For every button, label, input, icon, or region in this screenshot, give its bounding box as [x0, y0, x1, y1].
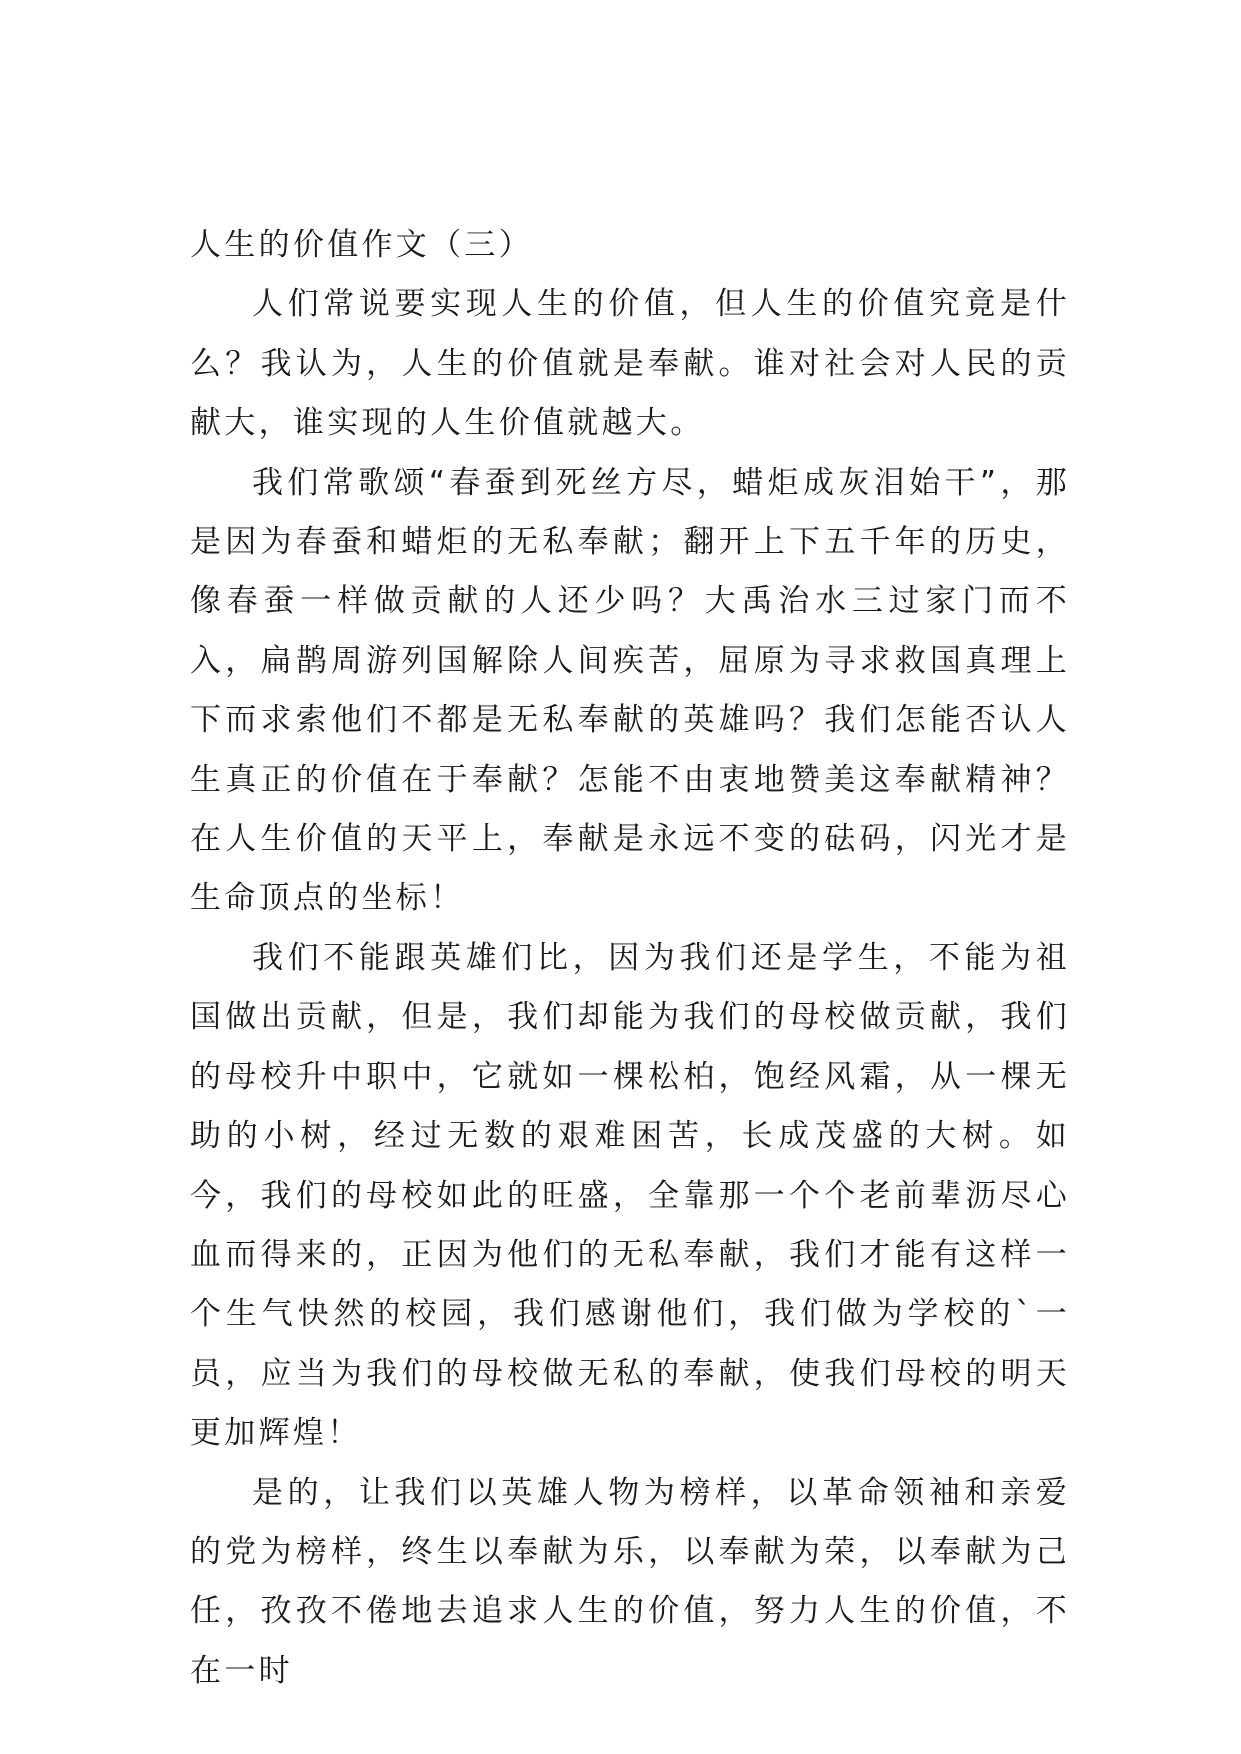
paragraph-1: 人们常说要实现人生的价值，但人生的价值究竟是什么？我认为，人生的价值就是奉献。谁对社会对人民的贡献大，谁实现的人生价值就越大。: [190, 286, 1070, 442]
paragraph-4: 是的，让我们以英雄人物为榜样，以革命领袖和亲爱的党为榜样，终生以奉献为乐，以奉献为荣，以奉献为己任，孜孜不倦地去追求人生的价值，努力人生的价值，不在一时: [190, 1474, 1070, 1689]
document-title: 人生的价值作文（三）: [190, 227, 533, 263]
document-body: [190, 216, 1070, 1701]
paragraph-3: 我们不能跟英雄们比，因为我们还是学生，不能为祖国做出贡献，但是，我们却能为我们的母校做贡献，我们的母校升中职中，它就如一棵松柏，饱经风霜，从一棵无助的小树，经过无数的艰难困苦，长成茂盛的大树。如今，我们的母校如此的旺盛，全靠那一个个老前辈沥尽心血而得来的，正因为他们的无私奉献，我们才能有这样一个生气快然的校园，我们感谢他们，我们做为学校的`一员，应当为我们的母校做无私的奉献，使我们母校的明天更加辉煌！: [190, 939, 1070, 1452]
paragraph-2: 我们常歌颂“春蚕到死丝方尽，蜡炬成灰泪始干”，那是因为春蚕和蜡炬的无私奉献；翻开上下五千年的历史，像春蚕一样做贡献的人还少吗？大禹治水三过家门而不入，扁鹊周游列国解除人间疾苦，屈原为寻求救国真理上下而求索他们不都是无私奉献的英雄吗？我们怎能否认人生真正的价值在于奉献？怎能不由衷地赞美这奉献精神？在人生价值的天平上，奉献是永远不变的砝码，闪光才是生命顶点的坐标！: [190, 464, 1070, 917]
